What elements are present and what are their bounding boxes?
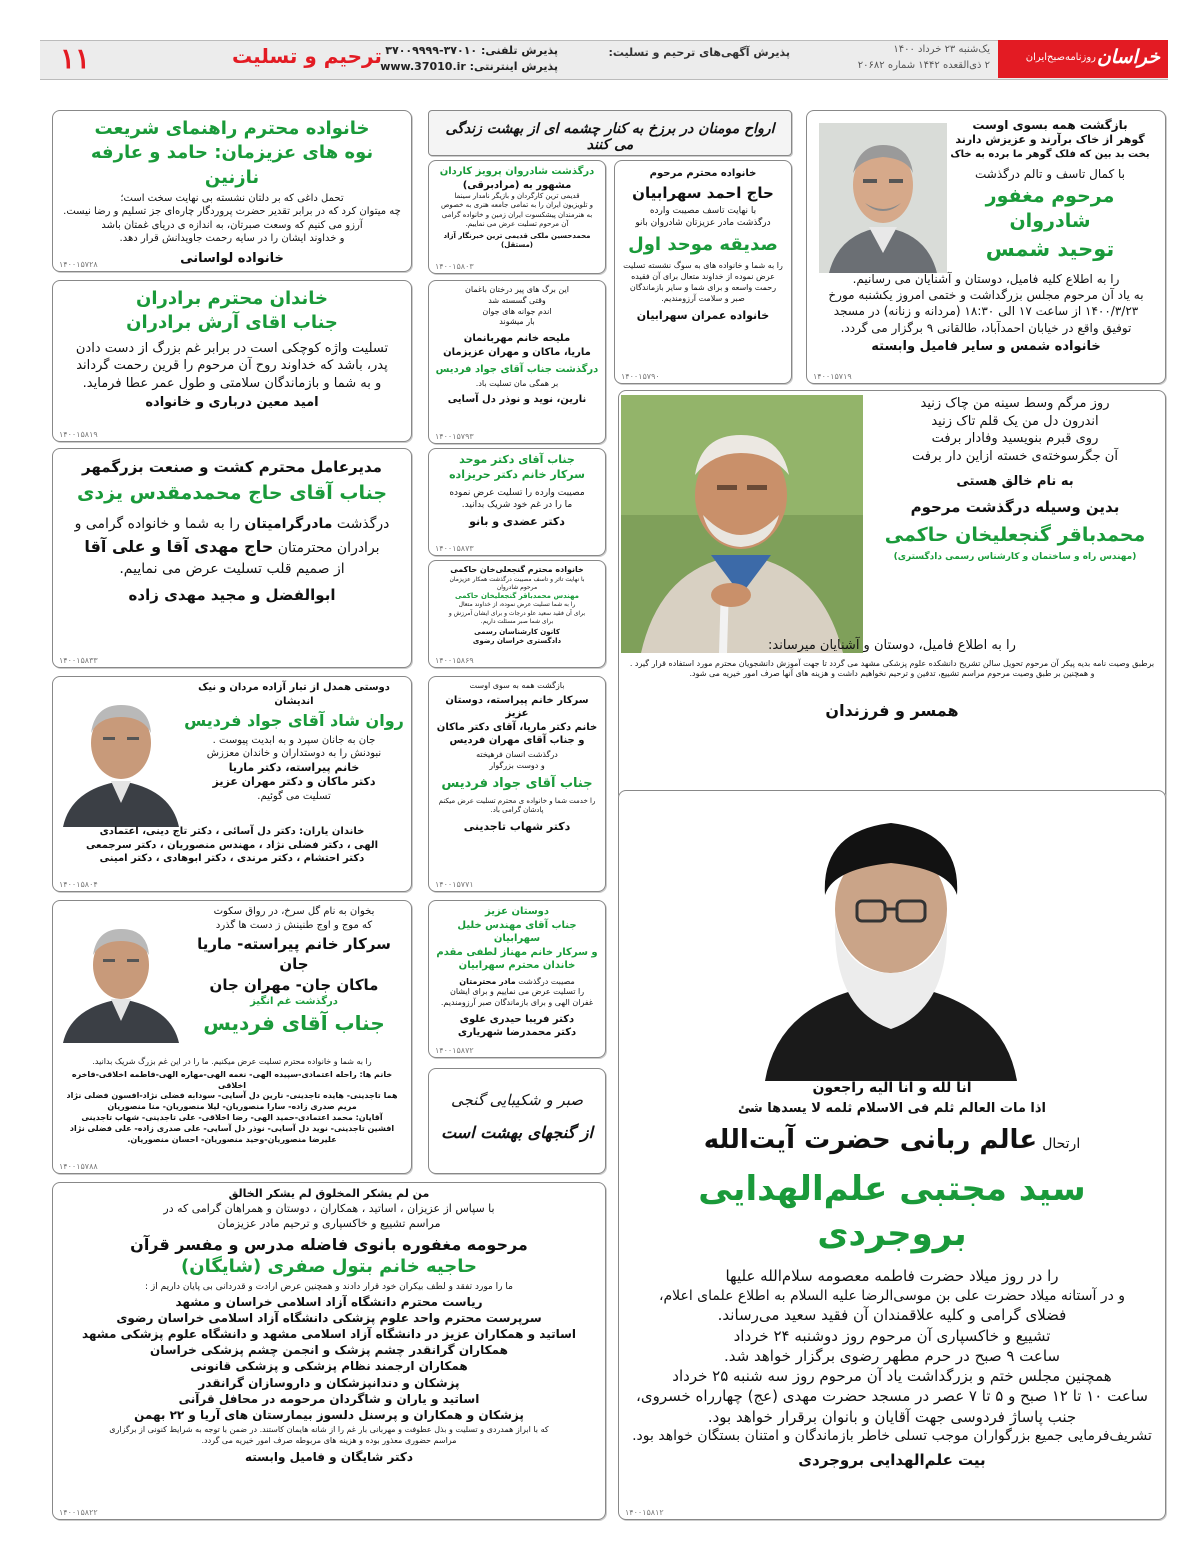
hadith-line: من لم یشکر المخلوق لم یشکر الخالق <box>228 1187 430 1200</box>
kanoon-content <box>433 565 601 647</box>
body-text: مراسم حضوری معذور بوده و هزینه های مربوطه صرف امور خیریه می گردد. <box>201 1435 457 1445</box>
body-text: برطبق وصیت نامه بدیه پیکر آن مرحوم تحویل سالن تشریح دانشکده علوم پزشکی مشهد می گردد تا جهت آموزش دانشجویان محترم مورد استفاده قرار گیرد . <box>629 658 1155 668</box>
newspaper-logo <box>998 40 1168 78</box>
notice-hakemi <box>618 390 1166 802</box>
web-reception: پذیرش اینترنتی: www.37010.ir <box>380 60 558 73</box>
body-text: با سپاس از عزیزان ، اساتید ، همکاران ، دوستان و همراهان گرامی که در <box>163 1201 495 1215</box>
ad-code: ۱۴۰۰۱۵۸۷۳ <box>435 544 474 553</box>
verse-line: اندم جوانه های جوان <box>482 306 552 316</box>
addressee-line: خانواده محترم راهنمای شریعت <box>94 118 370 139</box>
portrait-photo <box>819 123 947 273</box>
verse-line: اندرون دل من یک قلم تاک زنید <box>931 413 1099 429</box>
logo-subtitle: روزنامه‌صبح‌ایران <box>1025 52 1096 63</box>
body-text: را در روز میلاد حضرت فاطمه معصومه سلام‌الله علیها <box>725 1267 1059 1286</box>
body-text: که با ابراز همدردی و تسلیت و بذل عطوفت و مهربانی بار غم را از شانه هایمان کاستند. در ضمن با توجه به شرایط کنونی از برگزاری <box>109 1425 549 1435</box>
addressee-line: خاندان محترم سهرابیان <box>458 960 576 971</box>
signers-line: علیرضا منصوریان-وحید منصوریان- احسان منصوریان. <box>127 1134 337 1144</box>
portrait-svg <box>759 797 1023 1081</box>
notice-shams <box>806 110 1166 384</box>
addressee-name: جناب اقای آرش برادران <box>126 312 338 334</box>
phone-reception: پذیرش تلفنی: ۳۷۰۱۰-۳۷۰۰۹۹۹۹ <box>385 44 558 57</box>
body-text: غفران الهی و برای بازماندگان صبر آرزومندیم. <box>440 998 594 1008</box>
banner-text: ارواح مومنان در برزخ به کنار چشمه ای از بهشت زندگی می کنند <box>445 121 775 153</box>
body-text: ساعت ۹ صبح در حرم مطهر رضوی برگزار خواهد شد. <box>724 1346 1060 1365</box>
body-text: جنب پاساژ فردوسی جهت آقایان و بانوان برقرار خواهد بود. <box>707 1407 1077 1426</box>
ad-code: ۱۴۰۰۱۵۷۷۱ <box>435 880 474 889</box>
portrait-svg <box>55 685 187 827</box>
addressee-name: ملیحه خانم مهربانمان <box>463 333 571 345</box>
issue-number: ۲ ذی‌القعده ۱۴۴۲ شماره ۲۰۶۸۲ <box>857 60 990 71</box>
body-text: آن مرحوم تسلیت عرض می نماییم. <box>465 220 569 229</box>
body-text: را خدمت شما و خانواده ی محترم تسلیت عرض میکنم <box>438 796 596 805</box>
addressee-line: خانواده محترم گنجعلی‌خان حاکمی <box>450 565 584 574</box>
addressee-names: دکتر ماکان و دکتر مهران عزیز <box>212 775 376 789</box>
body-text: را به شما و خانواده محترم تسلیت عرض میکنیم. ما را در این غم بزرگ شریک بدانید. <box>92 1057 372 1066</box>
page-number: ۱۱ <box>60 42 91 75</box>
verse-line: که موج و اوج طنینش ز دست ها گذرد <box>215 919 373 931</box>
body-text: مصیبت وارده را تسلیت عرض نموده <box>449 487 585 498</box>
body-text: و همچنین بر طبق وصیت مرحوم مراسم تشییع، تدفین و ترحیم نخواهیم داشت و هزینه های آنها صرف امور خیریه می شود. <box>689 669 1095 679</box>
signature: خانواده عمران سهرابیان <box>636 308 770 322</box>
deceased-relation: مادرگرامیتان <box>244 515 333 532</box>
banner-verse <box>428 110 792 156</box>
deceased-name: صدیقه موحد اول <box>628 234 778 256</box>
intro-line: بدین وسیله درگذشت مرحوم <box>910 497 1120 516</box>
body-text: پدر، باشد که خداوند روح آن مرحوم را قرین رحمت گرداند <box>76 358 388 374</box>
verse-line: وقتی گسسته شد <box>488 295 546 305</box>
signers-line: خاندان یاران: دکتر دل آسائی ، دکتر تاج دینی، اعتمادی <box>99 826 365 837</box>
signers-line: دکتر احتشام ، دکتر مرندی ، دکتر ابوهادی ، دکتر امینی <box>99 853 365 864</box>
portrait-photo <box>621 395 863 653</box>
acknowledgment-item: ریاست محترم دانشگاه آزاد اسلامی خراسان و مشهد <box>175 1294 483 1309</box>
portrait-svg <box>621 395 863 653</box>
ad-code: ۱۴۰۰۱۵۷۹۳ <box>435 432 474 441</box>
fardis1-signers <box>59 825 405 866</box>
notice-fardis-2 <box>52 900 412 1174</box>
deceased-name: درگذشت شادروان پرویز کاردان <box>439 166 595 177</box>
deceased-name: درگذشت جناب آقای جواد فردیس <box>435 364 599 376</box>
body-text: تشریف‌فرمایی جمیع بزرگواران موجب تسلی خاطر بازماندگان و امتنان بستگان خواهد بود. <box>632 1427 1152 1444</box>
section-title: ترحیم و تسلیت <box>232 44 382 68</box>
notice-yazdi <box>52 448 412 668</box>
acknowledgment-item: اساتید و یاران و شاگردان مرحومه در محافل قرآنی <box>178 1391 480 1406</box>
body-text: با نهایت تاثر و تاسف مصیبت درگذشت همکار عزیزمان <box>449 575 585 583</box>
hadith-line: اذا مات العالم ثلم فی الاسلام ثلمه لا یسدها شئ <box>738 1100 1046 1116</box>
body-text: فضلای گرامی و کلیه علاقمندان آن فقید سعید می‌رساند. <box>717 1306 1067 1325</box>
verse-line: بخوان به نام گل سرخ، در رواق سکوت <box>213 906 375 917</box>
quran-verse: انا لله و انا الیه راجعون <box>812 1080 972 1096</box>
malihe-content <box>433 285 601 407</box>
signature: دادگستری خراسان رضوی <box>472 637 562 646</box>
signers-line: مریم صدری زاده- سارا منصوریان- لیلا منصوریان- منا منصوریان <box>107 1102 357 1112</box>
addressee-names: ماریا، ماکان و مهران عزیزمان <box>443 346 591 358</box>
shams-verse <box>945 117 1155 263</box>
body-text: و دوست بزرگوار <box>489 760 545 770</box>
signature: خانواده لواسانی <box>180 250 284 266</box>
movahed-content <box>433 453 601 530</box>
deceased-title: عالم ربانی حضرت آیت‌الله <box>703 1125 1038 1156</box>
body-text: صبر و سلامت آرزومندیم. <box>661 293 745 303</box>
addressee-name: حاج احمد سهرابیان <box>632 183 774 202</box>
ad-code: ۱۴۰۰۱۵۷۹۰ <box>621 372 660 381</box>
body-text: برادران محترمتان <box>277 539 380 556</box>
body-text: ۱۴۰۰/۳/۲۳ از ساعت ۱۷ الی ۱۸:۳۰ (مردانه و زنانه) در مسجد <box>833 304 1139 319</box>
acknowledgment-item: اساتید و همکاران عزیز در دانشگاه آزاد اسلامی مشهد و دانشگاه علوم پزشکی مشهد <box>81 1326 577 1341</box>
body-text: تشییع و خاکسپاری آن مرحوم روز دوشنبه ۲۴ خرداد <box>733 1326 1051 1345</box>
deceased-name: روان شاد آقای جواد فردیس <box>184 711 404 730</box>
body-text: ما را مورد تفقد و لطف بیکران خود قرار دادند و همچنین عرض ارادت و قدردانی بی پایان داریم از : <box>145 1282 513 1293</box>
signature: نارین، نوید و نوذر دل آسایی <box>447 394 587 406</box>
verse-line: روز مرگم وسط سینه من چاک زنید <box>920 396 1110 411</box>
portrait-svg <box>55 911 187 1043</box>
deceased-name: جناب آقای فردیس <box>203 1011 385 1036</box>
intro-line: خانواده محترم مرحوم <box>649 168 757 179</box>
issue-date: یک‌شنبه ۲۳ خرداد ۱۴۰۰ <box>893 44 990 55</box>
fardis1-content <box>183 681 405 804</box>
body-text: با نهایت تاسف مصیبت وارده <box>649 205 757 216</box>
acknowledgment-item: همکاران ارجمند نظام پزشکی و پزشکی قانونی <box>190 1359 468 1374</box>
intro-line: درگذشت غم انگیز <box>250 995 338 1007</box>
addressee-name: جناب آقای دکتر موحد <box>459 453 575 466</box>
body-text: رحمت واسعه و برای شما و سایر بازماندگان <box>629 282 777 292</box>
tajedini-content <box>433 681 601 835</box>
signature: ابوالفضل و مجید مهدی زاده <box>128 585 336 604</box>
portrait-svg <box>819 123 947 273</box>
signature: بیت علم‌الهدایی بروجردی <box>798 1450 986 1469</box>
body-text: آرزو می کنیم که وسعت صبرتان، به اندازه ی دریای غمتان باشد <box>101 219 363 231</box>
ad-code: ۱۴۰۰۱۵۷۸۸ <box>59 1162 98 1171</box>
signature: همسر و فرزندان <box>825 701 959 721</box>
body-text: را به اطلاع فامیل، دوستان و آشنایان میرساند: <box>768 638 1016 653</box>
addressee-name: سرکار خانم دکتر حریزاده <box>449 467 585 481</box>
rahnama-content <box>61 117 403 267</box>
addressee-names: نوه های عزیزمان: حامد و عارفه نازنین <box>90 142 374 188</box>
signature: امید معین درباری و خانواده <box>145 395 319 411</box>
body-text: توفیق واقع در خیابان احمدآباد، طالقانی ۹ برگزار می گردد. <box>840 320 1132 335</box>
body-text: و خداوند ایشان را در سایه رحمت جاویدانش قرار دهد. <box>119 233 345 245</box>
ad-code: ۱۴۰۰۱۵۷۲۸ <box>59 260 98 269</box>
deceased-title: مرحومه مغفوره بانوی فاضله مدرس و مفسر قرآن <box>130 1234 528 1254</box>
fardis2-signers <box>59 1057 405 1145</box>
addressee-line: خانم دکتر ماریا، آقای دکتر ماکان <box>436 721 598 733</box>
body-text: ساعت ۱۰ تا ۱۲ صبح و ۵ تا ۷ عصر در مسجد حضرت مهدی (عج) چهارراه خسروی، <box>636 1387 1148 1406</box>
body-text: را به شما تسلیت عرض نموده، از خداوند متعال <box>458 601 576 609</box>
body-text: را به اطلاع کلیه فامیل، دوستان و آشنایان می رسانیم. <box>852 272 1120 286</box>
deceased-name: حاجیه خانم بتول صفری (شایگان) <box>181 1256 477 1278</box>
addressee-line: و جناب آقای مهران فردیس <box>449 735 585 747</box>
ad-code: ۱۴۰۰۱۵۸۳۳ <box>59 656 98 665</box>
signers-line: خانم ها: راحله اعتمادی-سپیده الهی- نغمه الهی-مهاره الهی-فاطمه اخلاقی-فاخره اخلاقی <box>71 1069 393 1090</box>
portrait-photo <box>55 911 187 1043</box>
deceased-profession: (مهندس راه و ساختمان و کارشناس رسمی دادگستری) <box>893 551 1137 562</box>
arash-content <box>61 287 403 412</box>
body-text: جان به جانان سپرد و به ابدیت پیوست . <box>212 734 376 746</box>
logo-text: خراسان <box>1096 46 1160 68</box>
body-text: و در آستانه میلاد حضرت علی بن موسی‌الرضا علیه السلام به اطلاع علمای اعلام، <box>658 1287 1126 1304</box>
signature: دکتر عضدی و بانو <box>469 514 565 528</box>
addressee-line: خاندان محترم برادران <box>135 288 329 309</box>
portrait-photo <box>759 797 1023 1081</box>
body-text: چه میتوان کرد که در برابر تقدیر حضرت پروردگار چاره‌ای جز تسلیم و رضا نیست. <box>63 206 401 218</box>
acknowledgment-item: همکاران گرانقدر چشم پزشک و انجمن چشم پزشکی خراسان <box>150 1343 508 1358</box>
notice-tajedini <box>428 676 606 892</box>
body-text: و تلویزیون ایران را به تمامی جامعه هنری به خصوص <box>440 201 594 210</box>
signature: کانون کارشناسان رسمی <box>474 627 560 636</box>
body-text: پادشان گرامی باد. <box>490 806 544 815</box>
addressee-line: سرکار خانم پیراسته، دوستان عزیز <box>445 694 589 720</box>
body-text: برای شما صبر مسئلت داریم. <box>480 617 554 625</box>
portrait-photo <box>55 685 187 827</box>
acknowledgment-item: پزشکان و همکاران و پرسنل دلسوز بیمارستان های آریا و ۲۲ بهمن <box>134 1407 524 1422</box>
addressee-name: جناب آقای حاج محمدمقدس یزدی <box>76 482 388 505</box>
deceased-name: جناب آقای جواد فردیس <box>441 776 593 792</box>
addressee-title: مدیرعامل محترم کشت و صنعت بزرگمهر <box>82 458 382 476</box>
signers-line: افشین تاجدینی- نوید دل آسایی- نوذر دل آسایی- علی صدری زاده- علی فضلی نژاد <box>69 1123 395 1133</box>
signers-line: آقایان: محمد اعتمادی-حمید الهی- رضا اخلاقی- علی تاجدینی- شهاب تاجدینی <box>81 1112 383 1122</box>
notice-fardis-1 <box>52 676 412 892</box>
intro-line: با کمال تاسف و تالم درگذشت <box>975 166 1125 181</box>
deceased-name: محمدباقر گنجعلیخان حاکمی <box>884 523 1146 546</box>
intro-line: دوستی همدل از تبار آزاده مردان و نیک اندیشان <box>198 682 390 707</box>
body-text: تحمل داغی که بر دلتان نشسته بی نهایت سخت است؛ <box>120 192 344 204</box>
ad-code: ۱۴۰۰۱۵۸۲۲ <box>59 1508 98 1517</box>
ad-code: ۱۴۰۰۱۵۸۰۳ <box>435 262 474 271</box>
body-text: مرحوم شادروان <box>496 583 538 591</box>
invocation: به نام خالق هستی <box>956 474 1074 490</box>
notice-malihe <box>428 280 606 444</box>
notice-safari <box>52 1182 606 1520</box>
shams-body <box>817 271 1155 355</box>
verse-line: بخت بد بین که فلک گوهر ما برده به خاک <box>950 149 1150 161</box>
body-text: ما را در غم خود شریک بدانید. <box>461 499 573 510</box>
nickname: مشهور به (مرادبرقی) <box>462 179 572 191</box>
ad-code: ۱۴۰۰۱۵۸۱۹ <box>59 430 98 439</box>
deceased-title: مرحوم مغفور شادروان <box>985 184 1115 233</box>
brothers-names: حاج مهدی آقا و علی آقا <box>84 536 274 556</box>
notice-sohrabian-2 <box>428 900 606 1058</box>
signature: دکتر شهاب تاجدینی <box>463 819 571 833</box>
hakemi-poem <box>875 395 1155 563</box>
signers-line: هما تاجدینی- هایده تاجدینی- نارین دل آسایی- سودابه فضلی نژاد-افسون فضلی نژاد <box>66 1091 398 1101</box>
body-text: عرض نموده از خداوند متعال برای آن فقیده <box>631 272 775 282</box>
kardan-content <box>433 165 601 251</box>
addressee-line: دوستان عزیز <box>484 906 550 917</box>
deceased-name: سید مجتبی علم‌الهدایی بروجردی <box>698 1168 1086 1255</box>
addressee-name: جناب آقای مهندس خلیل سهرابیان <box>457 919 577 944</box>
body-text: را به شما و خانواده گرامی و <box>74 515 240 532</box>
notice-rahnama <box>52 110 412 272</box>
ads-reception-label: پذیرش آگهی‌های ترحیم و تسلیت: <box>608 46 790 59</box>
body-text: قدیمی ترین کارگردان و بازیگر نامدار سینما <box>454 192 580 200</box>
hakemi-body <box>629 637 1155 722</box>
calligraphy-panel <box>428 1068 606 1174</box>
notice-arash <box>52 280 412 442</box>
calligraphy-line: صبر و شکیبایی گنجی <box>450 1091 584 1109</box>
verse-line: بار میشوند <box>499 317 535 327</box>
body-text: برای آن فقید سعید علو درجات و برای ایشان آمرزش و <box>448 609 586 617</box>
body-text: مراسم تشییع و خاکسپاری و ترحیم مادر عزیزمان <box>217 1216 441 1230</box>
body-text: و به شما و بازماندگان سلامتی و طول عمر عطا فرماید. <box>82 375 382 391</box>
borujerdi-content <box>629 1079 1155 1470</box>
deceased-name: توحید شمس <box>985 237 1115 261</box>
notice-borujerdi <box>618 790 1166 1520</box>
verse-line: آن جگرسوخته‌ی خسته ازاین دار برفت <box>912 448 1118 464</box>
ad-code: ۱۴۰۰۱۵۷۱۹ <box>813 372 852 381</box>
intro-line: بازگشت همه به سوی اوست <box>469 681 565 690</box>
addressee-names: سرکار خانم پیراسته- ماریا جان <box>197 935 391 974</box>
body-text: همچنین مجلس ختم و بزرگداشت یاد آن مرحوم روز سه شنبه ۲۵ خرداد <box>672 1367 1112 1386</box>
notice-kanoon <box>428 560 606 668</box>
signature: دکتر محمدرضا شهریاری <box>457 1027 577 1039</box>
verse-line: بازگشت همه بسوی اوست <box>972 118 1128 132</box>
signers-line: الهی ، دکتر فضلی نژاد ، مهندس منصوریان ، دکتر سرجمعی <box>85 839 379 851</box>
deceased-relation: مادر محترمتان <box>459 976 516 986</box>
addressee-name: خانم پیراسته، دکتر ماریا <box>228 760 360 774</box>
body-text: از صمیم قلب تسلیت عرض می نماییم. <box>119 560 345 577</box>
ad-code: ۱۴۰۰۱۵۸۶۹ <box>435 656 474 665</box>
acknowledgment-item: سرپرست محترم واحد علوم پزشکی دانشگاه آزاد اسلامی خراسان رضوی <box>116 1310 542 1325</box>
body-text: مصیبت درگذشت <box>518 976 575 986</box>
signature: دکتر فریبا حیدری علوی <box>459 1013 575 1025</box>
body-text: نبودنش را به دوستداران و خاندان معززش <box>206 748 382 760</box>
signature: دکتر شایگان و فامیل وابسته <box>244 1449 414 1464</box>
ad-code: ۱۴۰۰۱۵۸۱۲ <box>625 1508 664 1517</box>
body-text: بر همگی مان تسلیت باد. <box>475 378 559 388</box>
verse-line: روی قبرم بنویسید وفادار برفت <box>931 431 1099 447</box>
page-header <box>0 0 1200 98</box>
body-text: درگذشت <box>336 515 390 532</box>
body-text: را تسلیت عرض می نماییم و برای ایشان <box>449 987 585 997</box>
calligraphy-line: از گنجهای بهشت است <box>441 1123 593 1142</box>
addressee-names: ماکان جان- مهران جان <box>209 975 379 994</box>
body-text: تسلیت می گوئیم. <box>257 791 331 803</box>
yazdi-content <box>61 457 403 605</box>
notice-kardan <box>428 160 606 274</box>
intro-word: ارتحال <box>1042 1136 1081 1153</box>
acknowledgment-item: پزشکان و دندانپزشکان و داروسازان گرانقدر <box>198 1375 460 1390</box>
addressee-name: و سرکار خانم مهناز لطفی مقدم <box>436 946 598 958</box>
body-text: درگذشت مادر عزیزتان شادروان بانو <box>635 217 771 228</box>
signature: خانواده شمس و سایر فامیل وابسته <box>871 338 1101 354</box>
ad-code: ۱۴۰۰۱۵۸۰۴ <box>59 880 98 889</box>
fardis2-content <box>183 905 405 1037</box>
notice-movahed <box>428 448 606 556</box>
sohrabian2-content <box>433 905 601 1040</box>
body-text: به هنرمندان پیشکسوت ایران زمین و خانواده گرامی <box>441 210 593 219</box>
body-text: درگذشت انسان فرهیخته <box>476 749 558 759</box>
safari-content <box>63 1187 595 1465</box>
sohrabian-content <box>619 167 787 323</box>
body-text: را به شما و خانواده های به سوگ نشسته تسلیت <box>623 261 783 271</box>
deceased-name: مهندس محمدباقر گنجعلیخان حاکمی <box>455 591 579 600</box>
body-text: تسلیت واژه کوچکی است در برابر غم بزرگ از دست دادن <box>75 340 389 356</box>
verse-line: این برگ های پیر درختان باغمان <box>465 285 569 294</box>
body-text: به یاد آن مرحوم مجلس بزرگداشت و ختمی امروز یکشنبه مورخ <box>828 288 1144 303</box>
notice-sohrabian <box>614 160 792 384</box>
signature: محمدحسین ملکی قدیمی ترین خبرنگار آزاد (مستقل) <box>443 231 591 250</box>
ad-code: ۱۴۰۰۱۵۸۷۲ <box>435 1046 474 1055</box>
verse-line: گوهر از خاک برآرند و عزیزش دارند <box>955 133 1145 147</box>
